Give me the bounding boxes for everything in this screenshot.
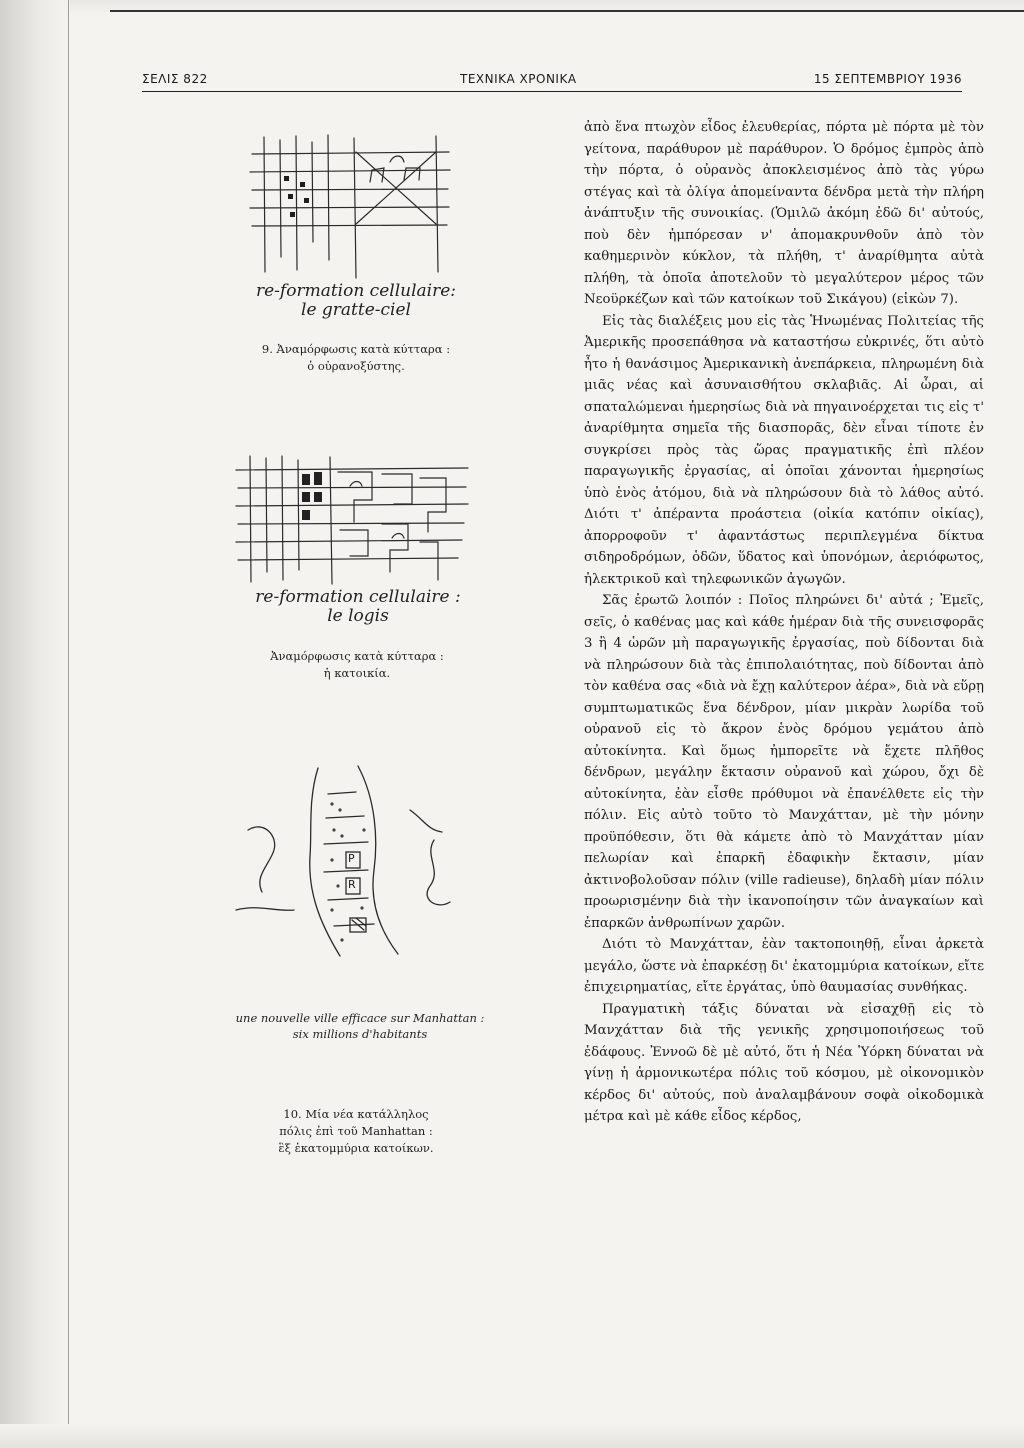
skyscraper-sketch [244, 132, 464, 280]
handwritten-note-manhattan: une nouvelle ville efficace sur Manhattan : six millions d'habitants [235, 1011, 485, 1041]
binding-shadow [0, 0, 70, 1448]
article-text-column [584, 117, 984, 1128]
issue-date: 15 ΣΕΠΤΕΜΒΡΙΟΥ 1936 [813, 72, 962, 86]
page-number: ΣΕΛΙΣ 822 [142, 72, 208, 86]
manhattan-plan-sketch [228, 760, 478, 965]
scan-top-rule [110, 10, 1024, 12]
paragraph-1: ἀπὸ ἕνα πτωχὸν εἶδος ἐλευθερίας, πόρτα μὲ πόρτα μὲ τὸν γείτονα, παράθυρον μὲ παράθυρον. Ὁ δρόμος ἐμπρὸς ἀπὸ τὴν πόρτα, ὁ οὐρανὸς ἀποκλεισμένος ἀπὸ τὰς γύρω στέγας καὶ τὰ ὀλίγα ἀπομείναντα δένδρα μετὰ τὴν πλήρη ἀνάπτυξιν τῆς συνοικίας. (Ὁμιλῶ ἀκόμη ἐδῶ δι' αὐτούς, ποὺ δὲν ἠμπόρεσαν ν' ἀπομακρυνθοῦν ἀπὸ τὸν καθημερινὸν κύκλον, τὰ πλήθη, τ' ἀναρίθμητα αὐτὰ πλήθη, τὰ ὁποῖα ἀποτελοῦν τὸ μεγαλύτερον μέρος τῶν Νεοϋρκέζων καὶ τῶν κατοίκων τοῦ Σικάγου) (εἰκὼν 7). [584, 120, 984, 307]
caption-dwelling: Ἀναμόρφωσις κατὰ κύτταρα : ἡ κατοικία. [270, 649, 444, 680]
paragraph-4: Διότι τὸ Μανχάτταν, ἐὰν τακτοποιηθῇ, εἶναι ἀρκετὰ μεγάλο, ὥστε νὰ ἐπαρκέσῃ δι' ἑκατομμύρια κατοίκων, εἴτε ἐπιχειρηματίας, εἴτε ἐργάτας, ὑπὸ θαυμασίας συνθήκας. [584, 937, 984, 995]
caption-figure-9: 9. Ἀναμόρφωσις κατὰ κύτταρα : ὁ οὐρανοξύστης. [261, 342, 451, 373]
paragraph-2: Εἰς τὰς διαλέξεις μου εἰς τὰς Ἡνωμένας Πολιτείας τῆς Ἀμερικῆς προσεπάθησα νὰ καταστήσω εὐκρινές, ὅτι αὐτὸ ἦτο ἡ θανάσιμος Ἀμερικανικὴ ἀνεπάρκεια, πληρωμένη διὰ μιᾶς νέας καὶ ἀσυναισθήτου σκλαβιᾶς. Αἱ ὧραι, αἱ σπαταλώμεναι ἡμερησίως διὰ νὰ πηγαινοέρχεται τις εἰς τ' ἀναρίθμητα σημεῖα τῆς διασπορᾶς, δὲν εἶναι τίποτε ἐν συγκρίσει πρὸς τὰς ὥρας πραγματικῆς ἐπὶ πλέον παραγωγικῆς ἐργασίας, αἱ ὁποῖαι χάνονται ἡμερησίως ὑπὸ ἑνὸς ἀτόμου, διὰ νὰ πληρώσουν διὰ τὸ λάθος αὐτό. Διότι τ' ἀπέραντα προάστεια (οἰκία κατόπιν οἰκίας), ἀπορροφοῦν τ' ἀφαντάστως περιπλεγμένα δίκτυα σιδηροδρόμων, ὁδῶν, ὕδατος καὶ ὑπονόμων, ἀεριόφωτος, ἠλεκτρικοῦ καὶ τηλεφωνικῶν ἀγωγῶν. [584, 313, 984, 587]
paragraph-5: Πραγματικὴ τάξις δύναται νὰ εἰσαχθῇ εἰς τὸ Μανχάτταν διὰ τῆς γενικῆς χρησιμοποιήσεως τοῦ ἐδάφους. Ἐννοῶ δὲ μὲ αὐτό, ὅτι ἡ Νέα Ὑόρκη δύναται νὰ γίνῃ ἡ ἁρμονικωτέρα πόλις τοῦ κόσμου, μὲ οἰκονομικὸν κέρδος δι' αὐτούς, ποὺ ἀναλαμβάνουν σοφὰ οἰκοδομικὰ μέτρα καὶ μὲ κάθε εἶδος κέρδος, [584, 1001, 984, 1124]
running-header [142, 72, 962, 92]
scan-edge-bottom [0, 1424, 1024, 1448]
caption-figure-10: 10. Μία νέα κατάλληλος πόλις ἐπὶ τοῦ Manhattan : ἓξ ἑκατομμύρια κατοίκων. [278, 1107, 434, 1155]
paragraph-3: Σᾶς ἐρωτῶ λοιπόν : Ποῖος πληρώνει δι' αὐτά ; Ἐμεῖς, σεῖς, ὁ καθένας μας καὶ κάθε ἡμέραν διὰ τῆς συνεισφορᾶς 3 ἢ 4 ὡρῶν μὴ παραγωγικῆς ἐργασίας, ποὺ δίδονται διὰ νὰ πληρώσουν διὰ τὰς ἐπιπολαιότητας, ποὺ δίδονται ἀπὸ τὸν καθένα σας «διὰ νὰ ἔχῃ καλύτερον ἀέρα», διὰ νὰ εὕρῃ συμπτωματικῶς ἕνα δένδρον, μίαν μικρὰν λωρίδα τοῦ οὐρανοῦ εἰς τὸ ἄκρον ἑνὸς δρόμου γεμάτου ἀπὸ αὐτοκίνητα. Καὶ ὅμως ἠμπορεῖτε νὰ ἔχετε πλῆθος δένδρων, μεγάλην ἔκτασιν οὐρανοῦ καὶ χώρου, ὄχι δὲ αὐτοκίνητα, ἐὰν εἶσθε πρόθυμοι νὰ ἐπανέλθετε εἰς τὴν πόλιν. Εἰς αὐτὸ τοῦτο τὸ Μανχάτταν, μὲ τὴν μόνην προϋπόθεσιν, ὅτι θὰ κάμετε ἀπὸ τὸ Μανχάτταν μίαν πελωρίαν καὶ ἐπαρκῆ ἐδαφικὴν ἔκτασιν, μίαν ἀκτινοβολοῦσαν πόλιν (ville radieuse), δηλαδὴ μίαν πόλιν προωρισμένην διὰ τὴν ἱκανοποίησιν τῶν ἀναγκαίων καὶ ἐπαρκῶν ἀνθρωπίνων χαρῶν. [584, 593, 984, 931]
journal-title: ΤΕΧΝΙΚΑ ΧΡΟΝΙΚΑ [460, 72, 577, 86]
header-rule [142, 91, 962, 92]
dwelling-sketch [232, 452, 472, 586]
handwritten-note-dwelling: re-formation cellulaire : le logis [255, 587, 461, 626]
binding-line [68, 0, 69, 1448]
handwritten-note-skyscraper: re-formation cellulaire: le gratte-ciel [255, 281, 457, 320]
map-label-r: R [348, 878, 356, 891]
map-label-p: P [348, 852, 355, 865]
